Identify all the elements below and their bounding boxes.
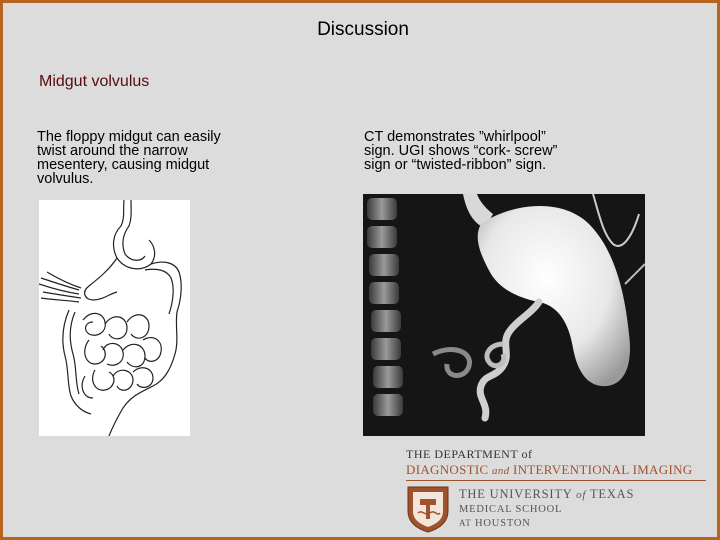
university-name xyxy=(459,487,634,502)
university-name-part: THE UNIVERSITY xyxy=(459,487,573,501)
slide-title: Discussion xyxy=(317,19,409,40)
medical-school-label: MEDICAL SCHOOL xyxy=(459,504,563,515)
logo-divider xyxy=(406,480,706,481)
houston-at: AT xyxy=(459,518,472,528)
department-title xyxy=(406,462,692,478)
houston-label xyxy=(459,518,531,529)
left-description-line: volvulus. xyxy=(37,171,94,187)
right-description xyxy=(364,130,624,172)
department-title-and: and xyxy=(492,465,510,477)
university-name-of: of xyxy=(576,489,587,501)
department-title-part: INTERVENTIONAL IMAGING xyxy=(512,462,693,477)
left-description-line: mesentery, causing midgut xyxy=(37,157,210,173)
right-description-line: CT demonstrates ”whirlpool” xyxy=(364,129,546,145)
midgut-illustration xyxy=(39,200,190,436)
slide-subtitle: Midgut volvulus xyxy=(39,73,150,90)
left-description xyxy=(37,130,277,186)
department-logo xyxy=(403,443,713,538)
university-seal-icon xyxy=(406,485,450,533)
department-title-part: DIAGNOSTIC xyxy=(406,462,489,477)
left-description-line: twist around the narrow xyxy=(37,143,188,159)
left-description-line: The floppy midgut can easily xyxy=(37,129,221,145)
right-description-line: sign or “twisted-ribbon” sign. xyxy=(364,157,547,173)
ugi-radiograph-image xyxy=(363,194,645,436)
university-name-part: TEXAS xyxy=(589,487,635,501)
department-name-line: THE DEPARTMENT of xyxy=(406,447,533,461)
houston-name: HOUSTON xyxy=(475,518,531,529)
right-description-line: sign. UGI shows “cork- screw” xyxy=(364,143,558,159)
